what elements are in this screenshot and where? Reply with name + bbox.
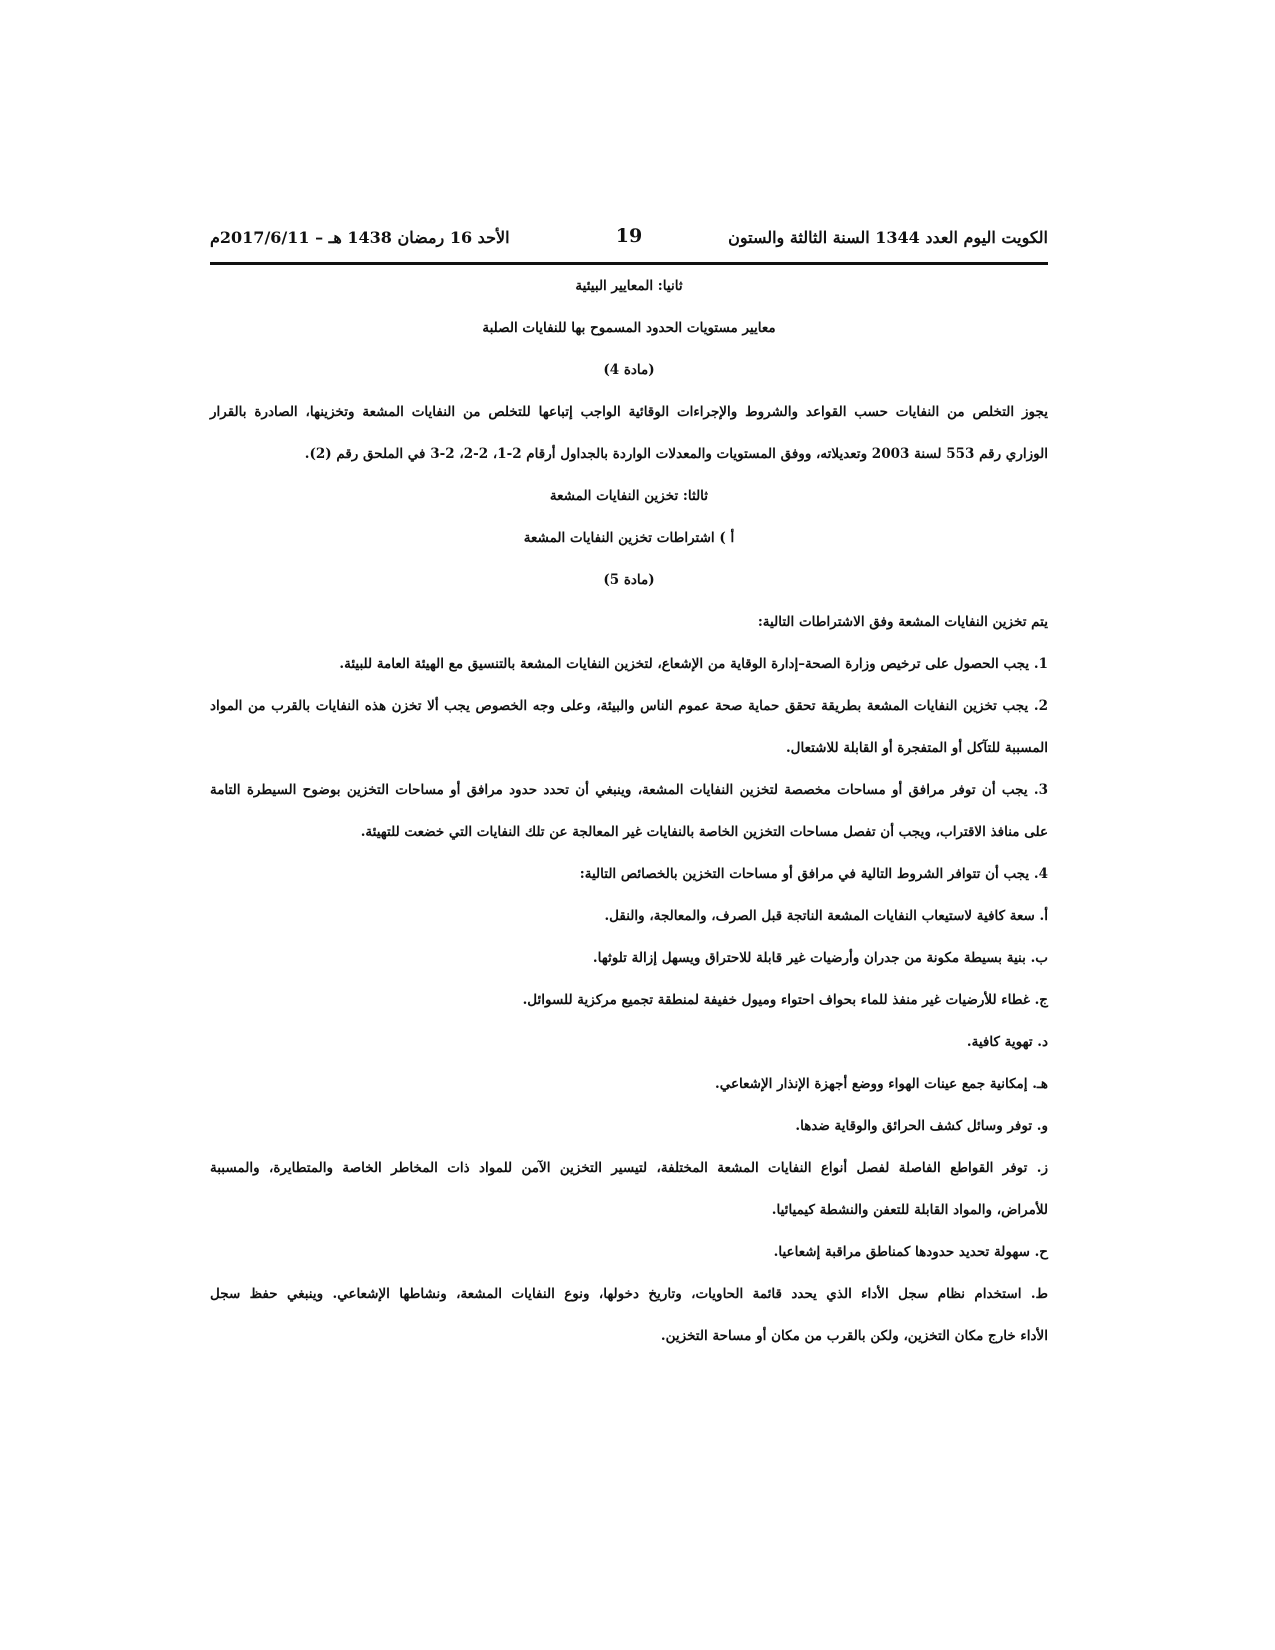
list-item-2-line-1: 2. يجب تخزين النفايات المشعة بطريقة تحقق حماية صحة عموم الناس والبيئة، وعلى وجه الخصوص يجب ألا تخزن هذه النفايات بالقرب من المواد — [210, 698, 1048, 714]
section-title-radioactive-storage: ثالثا: تخزين النفايات المشعة — [549, 488, 709, 504]
section-title-environmental-standards: ثانيا: المعايير البيئية — [575, 278, 683, 294]
page-header — [210, 225, 1048, 258]
header-issue-info: الكويت اليوم العدد 1344 السنة الثالثة والستون — [728, 228, 1048, 247]
sub-item-t-line-2: الأداء خارج مكان التخزين، ولكن بالقرب من مكان أو مساحة التخزين. — [660, 1328, 1048, 1344]
document-body — [210, 276, 1048, 1346]
article-4-paragraph-line-2: الوزاري رقم 553 لسنة 2003 وتعديلاته، ووفق المستويات والمعدلات الواردة بالجداول أرقام 2-1، 2-2، 2-3 في الملحق رقم (2). — [304, 446, 1048, 462]
list-item-2-line-2: المسببة للتآكل أو المتفجرة أو القابلة للاشتعال. — [785, 740, 1048, 756]
sub-item-e: هـ. إمكانية جمع عينات الهواء ووضع أجهزة الإنذار الإشعاعي. — [715, 1076, 1048, 1092]
header-page-number: 19 — [615, 225, 643, 247]
article-4-paragraph-line-1: يجوز التخلص من النفايات حسب القواعد والشروط والإجراءات الوقائية الواجب إتباعها للتخلص من النفايات المشعة وتخزينها، الصادرة بالقرار — [210, 404, 1048, 420]
sub-item-h: ح. سهولة تحديد حدودها كمناطق مراقبة إشعاعيا. — [773, 1244, 1048, 1260]
sub-item-d: د. تهوية كافية. — [966, 1034, 1048, 1050]
article-5-intro: يتم تخزين النفايات المشعة وفق الاشتراطات التالية: — [757, 614, 1048, 630]
sub-item-t-line-1: ط. استخدام نظام سجل الأداء الذي يحدد قائمة الحاويات، وتاريخ دخولها، ونوع النفايات المشعة، ونشاطها الإشعاعي. وينبغي حفظ سجل — [210, 1286, 1048, 1302]
header-date: الأحد 16 رمضان 1438 هـ – 2017/6/11م — [210, 228, 510, 247]
header-divider — [210, 262, 1048, 265]
article-4-heading: (مادة 4) — [603, 362, 655, 378]
sub-item-f: و. توفر وسائل كشف الحرائق والوقاية ضدها. — [795, 1118, 1048, 1134]
section-subtitle-storage-requirements: أ ) اشتراطات تخزين النفايات المشعة — [523, 530, 735, 546]
sub-item-g-line-1: ز. توفر القواطع الفاصلة لفصل أنواع النفايات المشعة المختلفة، لتيسير التخزين الآمن للمواد ذات المخاطر الخاصة والمتطايرة، والمسببة — [210, 1160, 1048, 1176]
article-5-heading: (مادة 5) — [603, 572, 655, 588]
list-item-1: 1. يجب الحصول على ترخيص وزارة الصحة–إدارة الوقاية من الإشعاع، لتخزين النفايات المشعة بالتنسيق مع الهيئة العامة للبيئة. — [339, 656, 1048, 672]
section-subtitle-solid-waste-limits: معايير مستويات الحدود المسموح بها للنفايات الصلبة — [482, 320, 776, 336]
sub-item-g-line-2: للأمراض، والمواد القابلة للتعفن والنشطة كيميائيا. — [771, 1202, 1048, 1218]
list-item-4: 4. يجب أن تتوافر الشروط التالية في مرافق أو مساحات التخزين بالخصائص التالية: — [579, 866, 1048, 882]
list-item-3-line-2: على منافذ الاقتراب، ويجب أن تفصل مساحات التخزين الخاصة بالنفايات غير المعالجة عن تلك النفايات التي خضعت للتهيئة. — [360, 824, 1048, 840]
sub-item-b: ب. بنية بسيطة مكونة من جدران وأرضيات غير قابلة للاحتراق ويسهل إزالة تلوثها. — [592, 950, 1048, 966]
sub-item-a: أ. سعة كافية لاستيعاب النفايات المشعة الناتجة قبل الصرف، والمعالجة، والنقل. — [604, 908, 1048, 924]
sub-item-c: ج. غطاء للأرضيات غير منفذ للماء بحواف احتواء وميول خفيفة لمنطقة تجميع مركزية للسوائل. — [522, 992, 1048, 1008]
list-item-3-line-1: 3. يجب أن توفر مرافق أو مساحات مخصصة لتخزين النفايات المشعة، وينبغي أن تحدد حدود مرافق أو مساحات التخزين بوضوح السيطرة التامة — [210, 782, 1048, 798]
